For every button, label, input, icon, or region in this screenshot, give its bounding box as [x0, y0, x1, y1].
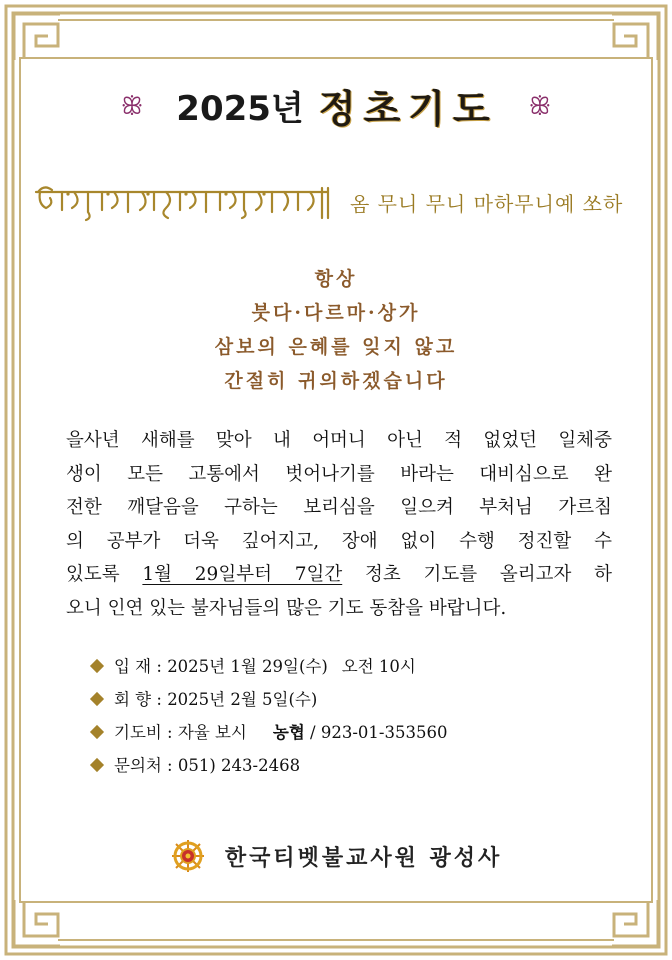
bank-account: / 923-01-353560: [310, 723, 448, 742]
info-label: 입 재 :: [114, 657, 162, 676]
prayer-line: 붓다·다르마·상가: [251, 302, 421, 324]
body-line: 을사년 새해를 맞아 내 어머니 아닌 적 없었던 일체중: [66, 430, 612, 451]
dharma-wheel-logo-icon: [170, 838, 206, 874]
right-ornament-icon: ꕥ: [528, 91, 552, 120]
info-row-start: [92, 650, 447, 683]
info-label: 문의처 :: [114, 756, 173, 775]
footer: [0, 838, 672, 874]
tibetan-mantra-icon: [32, 178, 332, 226]
body-paragraph: [66, 424, 612, 625]
body-line: 의 공부가 더욱 깊어지고, 장애 없이 수행 정진할 수: [66, 530, 612, 552]
title-year: 2025년: [176, 89, 304, 129]
prayer-line: 간절히 귀의하겠습니다: [224, 370, 448, 392]
body-line: 생이 모든 고통에서 벗어나기를 바라는 대비심으로 완: [66, 463, 612, 485]
info-label: 기도비 :: [114, 723, 173, 742]
body-text-part: 정초 기도를 올리고자 하: [364, 564, 612, 585]
mantra-korean: 옴 무니 무니 마하무니예 쏘하: [350, 192, 624, 216]
organization-name: 한국티벳불교사원 광성사: [224, 844, 503, 871]
info-value: 2025년 2월 5일(수): [167, 690, 318, 709]
title-row: [0, 78, 672, 133]
left-ornament-icon: ꕥ: [120, 91, 144, 120]
diamond-bullet-icon: [90, 724, 104, 738]
body-text-part: 있도록: [66, 564, 120, 585]
diamond-bullet-icon: [90, 691, 104, 705]
info-time: 오전 10시: [341, 657, 416, 676]
prayer-block: [0, 262, 672, 398]
body-line: 전한 깨달음을 구하는 보리심을 일으켜 부처님 가르침: [66, 497, 612, 518]
date-range-underlined: 1월 29일부터 7일간: [142, 564, 343, 585]
info-list: [92, 650, 447, 782]
prayer-line: 항상: [314, 268, 358, 290]
info-row-fee: [92, 716, 447, 749]
body-line: [66, 558, 612, 592]
diamond-bullet-icon: [90, 757, 104, 771]
info-value: 2025년 1월 29일(수): [167, 657, 328, 676]
prayer-line: 삼보의 은혜를 잊지 않고: [214, 336, 458, 358]
info-label: 회 향 :: [114, 690, 162, 709]
title-name: 정초기도: [318, 86, 498, 131]
body-line: 오니 인연 있는 불자님들의 많은 기도 동참을 바랍니다.: [66, 597, 507, 619]
bank-name: 농협: [272, 723, 305, 742]
info-value: 자율 보시: [177, 723, 247, 742]
diamond-bullet-icon: [90, 658, 104, 672]
mantra-row: [30, 178, 642, 226]
info-value: 051) 243-2468: [177, 756, 301, 775]
info-row-contact: [92, 749, 447, 782]
info-row-end: [92, 683, 447, 716]
